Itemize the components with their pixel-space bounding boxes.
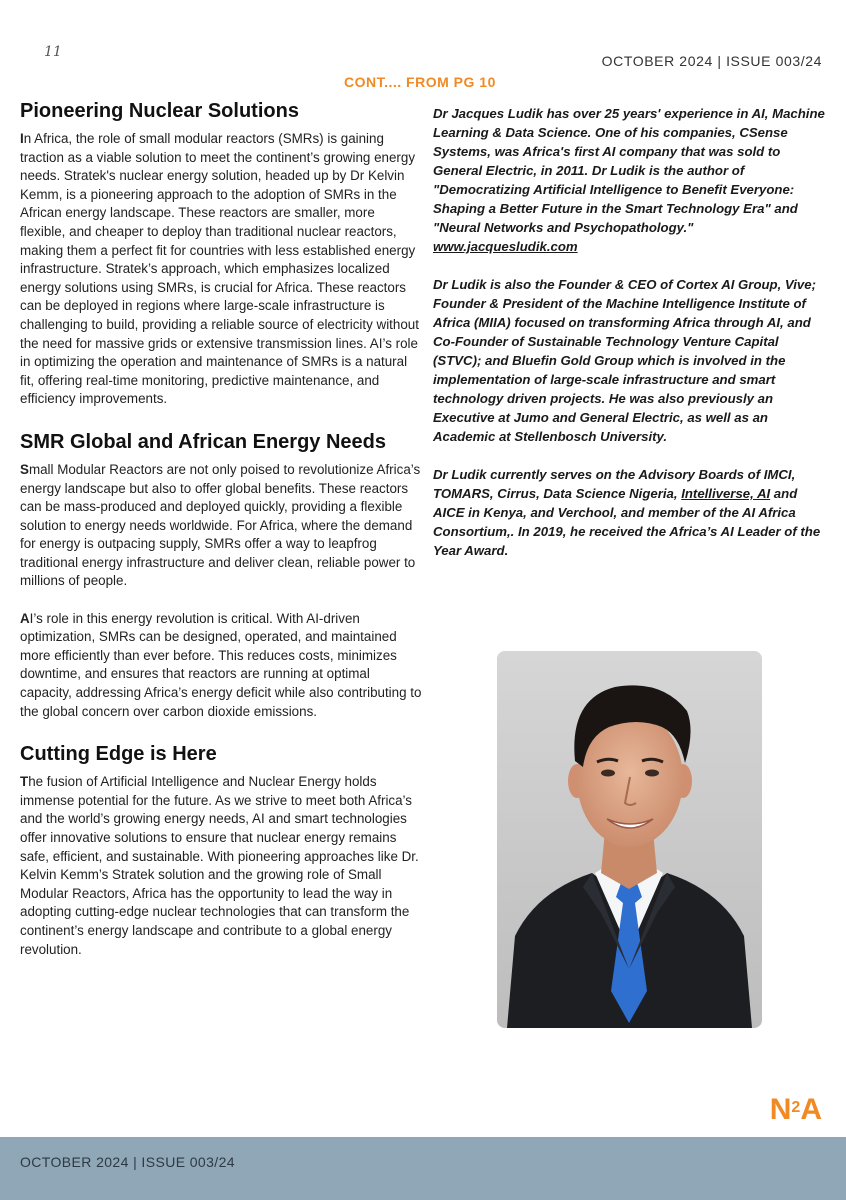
intelliverse-link[interactable]: Intelliverse, AI xyxy=(681,486,771,501)
paragraph-smr-global xyxy=(20,461,422,591)
bio-text: and AICE in Kenya, and Verchool, and member of the AI Africa Consortium,. In 2019, he received the Africa’s AI Leader of the Year Award. xyxy=(433,486,821,558)
paragraph-text: he fusion of Artificial Intelligence and Nuclear Energy holds immense potential for the future. As we strive to meet both Africa’s and the world’s growing energy needs, AI and smart technologies offer innovative solutions to ensure that nuclear energy remains safe, efficient, and sustainable. With pioneering approaches like Dr. Kelvin Kemm’s Stratek solution and the growing role of Small Modular Reactors, Africa has the opportunity to lead the way in adopting cutting-edge nuclear technologies that can transform the continent’s energy landscape and contribute to a global energy revolution. xyxy=(20,774,419,957)
footer-issue: OCTOBER 2024 | ISSUE 003/24 xyxy=(20,1154,235,1170)
issue-header: OCTOBER 2024 | ISSUE 003/24 xyxy=(601,53,822,69)
paragraph-text: I’s role in this energy revolution is critical. With AI-driven optimization, SMRs can be designed, operated, and maintained more efficiently than ever before. This reduces costs, minimizes downtime, and ensures that reactors are running at optimal capacity, addressing Africa’s energy deficit while also contributing to the global concern over carbon dioxide emissions. xyxy=(20,610,422,719)
bio-text: Dr Jacques Ludik has over 25 years' experience in AI, Machine Learning & Data Science. One of his companies, CSense Systems, was Africa's first AI company that was sold to General Electric, in 2011. Dr Ludik is the author of "Democratizing Artificial Intelligence to Benefit Everyone: Shaping a Better Future in the Smart Technology Era" and "Neural Networks and Psychopathology." xyxy=(433,106,825,235)
bio-paragraph-experience xyxy=(433,104,829,256)
paragraph-ai-role xyxy=(20,610,422,722)
section-title-cutting-edge: Cutting Edge is Here xyxy=(20,743,217,766)
bio-paragraph-founder: Dr Ludik is also the Founder & CEO of Cortex AI Group, Vive; Founder & President of the Machine Intelligence Institute of Africa (MIIA) focused on transforming Africa through AI, and Co-Founder of Sustainable Technology Venture Capital (STVC); and Bluefin Gold Group which is involved in the implementation of large-scale infrastructure and smart technology driven projects. He was also previously an Executive at Jumo and General Electric, as well as an Academic at Stellenbosch University. xyxy=(433,277,816,444)
bio-column xyxy=(433,104,829,579)
article-column xyxy=(20,98,422,959)
page-number: 11 xyxy=(44,44,62,60)
website-link[interactable]: www.jacquesludik.com xyxy=(433,239,578,254)
paragraph-pioneering xyxy=(20,130,422,409)
paragraph-text: mall Modular Reactors are not only poised to revolutionize Africa’s energy landscape but also to offer global benefits. These reactors can be mass-produced and deployed quickly, providing a flexible solution to energy needs worldwide. For Africa, where the demand for energy is outpacing supply, SMRs offer a way to leapfrog traditional energy infrastructure and deliver clean, reliable power to millions of people. xyxy=(20,461,421,589)
continued-from-label: CONT.... FROM PG 10 xyxy=(344,74,496,90)
footer-band xyxy=(0,1137,846,1200)
n2a-logo: $N^2A$ xyxy=(769,1093,822,1126)
dropcap: S xyxy=(20,461,29,477)
section-title-smr-global: SMR Global and African Energy Needs xyxy=(20,430,387,453)
paragraph-cutting-edge xyxy=(20,773,422,959)
dropcap: A xyxy=(20,610,30,626)
section-title-pioneering: Pioneering Nuclear Solutions xyxy=(20,100,299,122)
portrait-photo xyxy=(497,651,762,1028)
dropcap: T xyxy=(20,774,29,790)
paragraph-text: n Africa, the role of small modular reactors (SMRs) is gaining traction as a viable solution to meet the continent’s growing energy needs. Stratek's nuclear energy solution, headed up by Dr Kelvin Kemm, is a pioneering approach to the adoption of SMRs in the African energy landscape. These reactors are smaller, more flexible, and cheaper to deploy than traditional nuclear reactors, making them a perfect fit for countries with less established energy infrastructure. Stratek’s approach, which emphasizes localized energy solutions using SMRs, is crucial for Africa. These reactors can be deployed in regions where large-scale infrastructure is challenging to build, providing a reliable source of electricity without the need for massive grids or extensive transmission lines. AI’s role in optimizing the operation and maintenance of SMRs is a natural fit, offering real-time monitoring, predictive maintenance, and efficiency improvements. xyxy=(20,131,419,407)
bio-paragraph-advisory xyxy=(433,465,829,560)
portrait-illustration xyxy=(497,651,762,1028)
dropcap: I xyxy=(20,131,24,146)
bio-text: Dr Ludik currently serves on the Advisory Boards of IMCI, TOMARS, Cirrus, Data Science Nigeria, xyxy=(433,467,796,501)
